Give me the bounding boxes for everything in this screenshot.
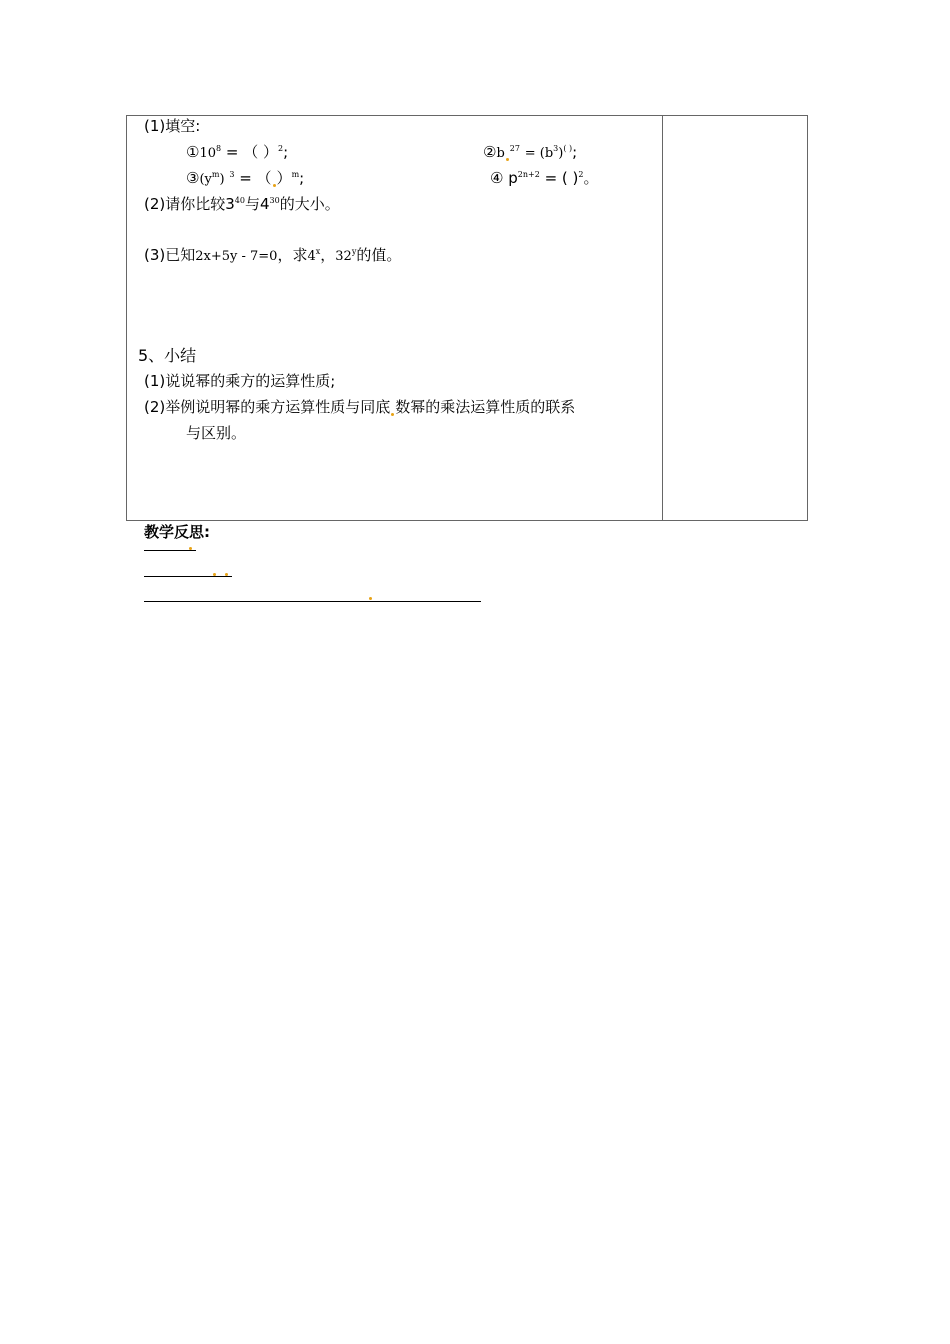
q1-item-4: ④ $p^{2n+2}$ = ( )$^2$。 <box>490 169 599 187</box>
summary-item-2: (2)举例说明幂的乘方运算性质与同底 数幂的乘法运算性质的联系 <box>144 398 576 416</box>
table-column-divider <box>662 115 663 521</box>
summary-title: 5、小结 <box>138 346 197 365</box>
q3-text: (3)已知2x+5y - 7=0，求4$^x$，32$^y$的值。 <box>144 246 402 264</box>
reflection-line-2 <box>144 576 232 577</box>
reflection-title: 教学反思: <box>144 523 210 541</box>
q2-text: (2)请你比较$3^{40}$与$4^{30}$的大小。 <box>144 195 340 213</box>
q1-label: (1)填空: <box>144 117 201 135</box>
q1-item-3: $③(y^m) ^3$ = （ ）$^m$; <box>186 169 305 187</box>
summary-item-2-cont: 与区别。 <box>186 424 247 442</box>
q1-item-2: ②b $^{27} = (b^3)^{( )}$; <box>483 143 578 161</box>
summary-item-1: (1)说说幂的乘方的运算性质; <box>144 372 336 390</box>
q1-item-1: $①10^8$ = （ ）$^2$; <box>186 143 289 161</box>
reflection-line-1 <box>144 550 196 551</box>
reflection-line-3 <box>144 601 481 602</box>
